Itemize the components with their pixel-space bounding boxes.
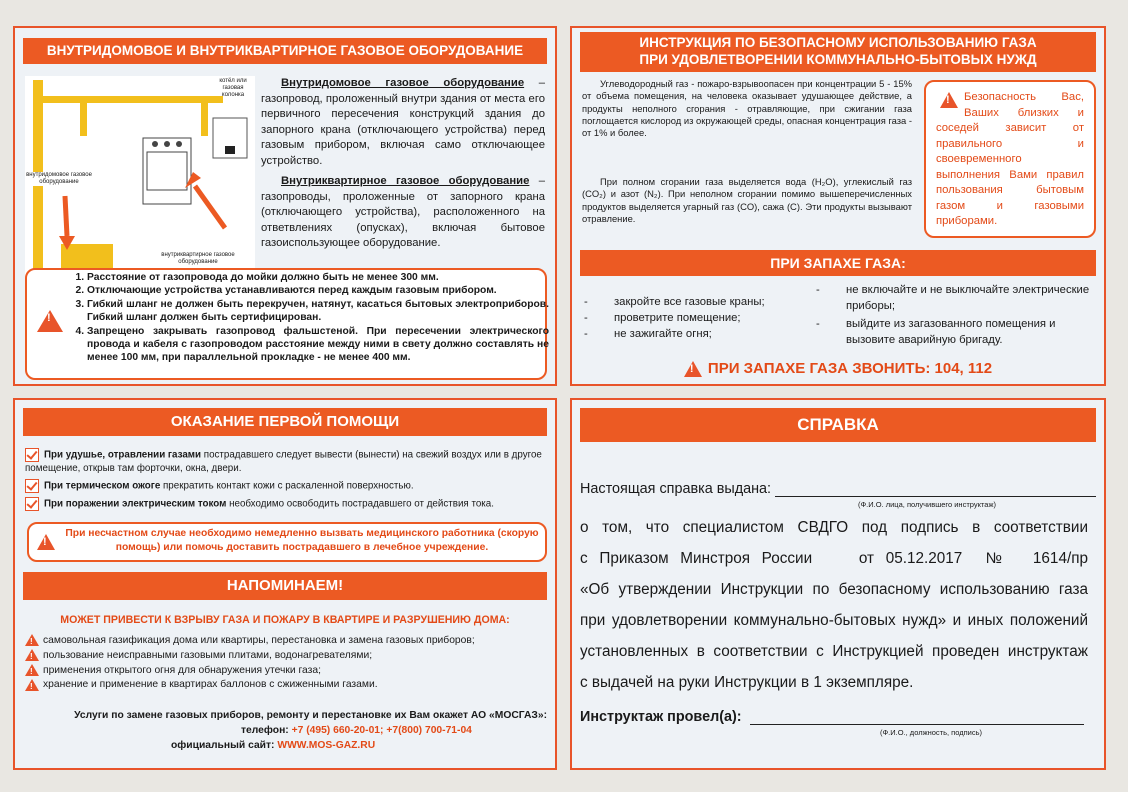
first-aid-item: При термическом ожоге прекратить контакт кожи с раскаленной поверхностью.	[25, 479, 549, 493]
warning-icon	[25, 664, 39, 676]
smell-action: - проветрите помещение;	[584, 312, 741, 324]
label-apartment-equipment: внутриквартирное газовое оборудование	[161, 252, 235, 265]
phone-numbers[interactable]: +7 (495) 660-20-01; +7(800) 700-71-04	[291, 725, 472, 736]
label-boiler: котёл или газовая колонка	[219, 78, 247, 98]
certificate-title: СПРАВКА	[580, 408, 1096, 442]
instruction-title	[580, 32, 1096, 72]
rule-item: 1. Расстояние от газопровода до мойки должно быть не менее 300 мм.	[87, 271, 549, 284]
warning-icon	[25, 634, 39, 646]
combustion-text: При полном сгорании газа выделяется вода (H₂O), углекислый газ (CO₂) и азот (N₂). При неполном сгорании помимо вышеперечисленных продуктов выделяется угарный газ (CO), сажа (C). Эти продукты вызывают отравление.	[582, 176, 912, 224]
first-aid-list	[25, 448, 549, 511]
definition-apartment-head: Внутриквартирное газовое оборудование	[281, 175, 530, 187]
sign-field[interactable]	[750, 708, 1084, 725]
sign-label: Инструктаж провел(а):	[580, 709, 742, 725]
danger-list	[25, 634, 549, 693]
certificate-line: о том, что специалистом СВДГО под подпись в соответствии	[580, 519, 1088, 536]
smell-action: - не зажигайте огня;	[584, 328, 712, 340]
stove-knob	[152, 141, 158, 147]
smell-action: - выйдите из загазованного помещения и вызовите аварийную бригаду.	[816, 318, 1056, 346]
first-aid-item: При поражении электрическим током необходимо освободить пострадавшего от действия тока.	[25, 497, 549, 511]
gas-pipe-top	[33, 96, 223, 103]
certificate-line: установленных в соответствии с Инструкцией проведен инструктаж	[580, 643, 1088, 660]
site-label: официальный сайт:	[171, 740, 275, 751]
first-aid-item: При удушье, отравлении газами пострадавшего следует вывести (вынести) на свежий воздух или в другое помещение, открыв там форточки, окна, двери.	[25, 449, 542, 474]
smell-action: - не включайте и не выключайте электрические приборы;	[816, 284, 1090, 312]
emergency-warning-icon	[684, 361, 702, 377]
rules-box	[25, 268, 547, 380]
danger-item: !применения открытого огня для обнаружения утечки газа;	[25, 664, 549, 679]
safety-text: Безопасность Вас, Ваших близких и соседей зависит от правильного и своевременного выполнения Вами правил пользования бытовым газом и газовыми приборами.	[936, 91, 1084, 227]
warning-icon	[25, 649, 39, 661]
definition-house-head: Внутридомовое газовое оборудование	[281, 77, 525, 89]
danger-item: !хранение и применение в квартирах баллонов с сжиженными газами.	[25, 678, 549, 693]
certificate-body	[580, 512, 1088, 698]
danger-item: !пользование неисправными газовыми плитами, водонагревателями;	[25, 649, 549, 664]
emergency-call-text: ПРИ ЗАПАХЕ ГАЗА ЗВОНИТЬ: 104, 112	[707, 360, 993, 377]
services-text: Услуги по замене газовых приборов, ремонту и перестановке их Вам окажет АО «МОСГАЗ»:	[74, 710, 547, 721]
instruction-title-line2: ПРИ УДОВЛЕТВОРЕНИИ КОММУНАЛЬНО-БЫТОВЫХ НУЖД	[639, 52, 1037, 67]
sign-line	[580, 708, 1084, 725]
gas-danger-text: Углеводородный газ - пожаро-взрывоопасен при концентрации 5 - 15% от объема помещения, на человека оказывает удушающее действие, а продукты неполного сгорания - отравляющие, при сжигании газа поглощается кислород из окружающей среды, опасная концентрация газа - от 1% и более.	[582, 78, 912, 139]
accident-text: При несчастном случае необходимо немедленно вызвать медицинского работника (скорую помощь) или помочь доставить пострадавшего в лечебное учреждение.	[65, 528, 539, 553]
services-block	[23, 708, 547, 753]
certificate-line: «Об утверждении Инструкции по безопасному использованию газа	[580, 581, 1088, 598]
rules-warning-icon	[37, 310, 63, 332]
emergency-call	[572, 360, 1104, 377]
phones-line	[23, 723, 547, 738]
certificate-line: с Приказом Минстроя России от 05.12.2017 № 1614/пр	[580, 550, 1088, 567]
smell-title: ПРИ ЗАПАХЕ ГАЗА:	[580, 250, 1096, 276]
issued-field[interactable]	[775, 480, 1096, 497]
check-icon	[25, 448, 39, 462]
check-icon	[25, 479, 39, 493]
equipment-diagram	[25, 76, 255, 280]
first-aid-title: ОКАЗАНИЕ ПЕРВОЙ ПОМОЩИ	[23, 408, 547, 436]
definition-apartment-text: – газопроводы, проложенные от запорного крана (отключающего устройства), расположенного на ответвлениях (опусках), включая бытовое газоиспользующее оборудование.	[261, 175, 546, 250]
panel-first-aid	[13, 398, 557, 770]
phone-label: телефон:	[241, 725, 289, 736]
gas-pipe-stove	[80, 96, 87, 136]
site-line	[23, 738, 547, 753]
certificate-line: с выдачей на руки Инструкции в 1 экземпляре.	[580, 674, 914, 691]
certificate-line: при удовлетворении коммунально-бытовых нужд» и иных положений	[580, 612, 1088, 629]
danger-title: МОЖЕТ ПРИВЕСТИ К ВЗРЫВУ ГАЗА И ПОЖАРУ В КВАРТИРЕ И РАЗРУШЕНИЮ ДОМА:	[60, 614, 510, 626]
sign-hint: (Ф.И.О., должность, подпись)	[879, 728, 983, 737]
site-link[interactable]: WWW.MOS-GAZ.RU	[277, 740, 376, 751]
accident-box	[27, 522, 547, 562]
instruction-title-line1: ИНСТРУКЦИЯ ПО БЕЗОПАСНОМУ ИСПОЛЬЗОВАНИЮ ГАЗА	[639, 35, 1037, 50]
arrow-apartment	[195, 186, 225, 228]
label-house-equipment: внутридомовое газовое оборудование	[26, 172, 92, 185]
danger-item: !самовольная газификация дома или квартиры, перестановка и замена газовых приборов;	[25, 634, 549, 649]
issued-line	[580, 480, 1096, 497]
panel-instruction	[570, 26, 1106, 386]
smell-action: - закройте все газовые краны;	[584, 296, 765, 308]
safety-box	[924, 80, 1096, 238]
stove-knob	[176, 141, 182, 147]
panel-equipment	[13, 26, 557, 386]
warning-icon	[25, 679, 39, 691]
issued-label: Настоящая справка выдана:	[580, 481, 772, 497]
arrow-house	[65, 196, 67, 236]
boiler-icon	[225, 146, 235, 154]
panel-certificate	[570, 398, 1106, 770]
rules-list	[75, 271, 549, 365]
gas-pipe-boiler	[201, 96, 208, 136]
definition-house-text: – газопровод, проложенный внутри здания от места его первичного пересечения конструкций здания до запорного крана (отключающего устройства) перед газовым прибором, включая само отключающее устройство.	[261, 77, 546, 167]
definition-house	[261, 76, 545, 170]
smell-actions-right	[816, 282, 1100, 348]
definition-apartment	[261, 174, 545, 252]
check-icon	[25, 497, 39, 511]
rule-item: 4. Запрещено закрывать газопровод фальшстеной. При пересечении электрического провода и кабеля с газопроводом расстояние между ними в свету должно составлять не менее 100 мм, при параллельной прокладке - не менее 400 мм.	[87, 325, 549, 365]
rule-item: 3. Гибкий шланг не должен быть перекручен, натянут, касаться бытовых электроприборов. Гибкий шланг должен быть сертифицирован.	[87, 298, 549, 325]
safety-warning-icon	[940, 92, 958, 108]
smell-actions-left	[584, 294, 810, 342]
issued-hint: (Ф.И.О. лица, получившего инструктаж)	[857, 500, 996, 509]
rule-item: 2. Отключающие устройства устанавливаются перед каждым газовым прибором.	[87, 284, 549, 297]
stove-icon	[143, 138, 191, 204]
equipment-title: ВНУТРИДОМОВОЕ И ВНУТРИКВАРТИРНОЕ ГАЗОВОЕ ОБОРУДОВАНИЕ	[23, 38, 547, 64]
stove-knob	[164, 141, 170, 147]
reminder-title: НАПОМИНАЕМ!	[23, 572, 547, 600]
accident-warning-icon	[37, 534, 55, 550]
